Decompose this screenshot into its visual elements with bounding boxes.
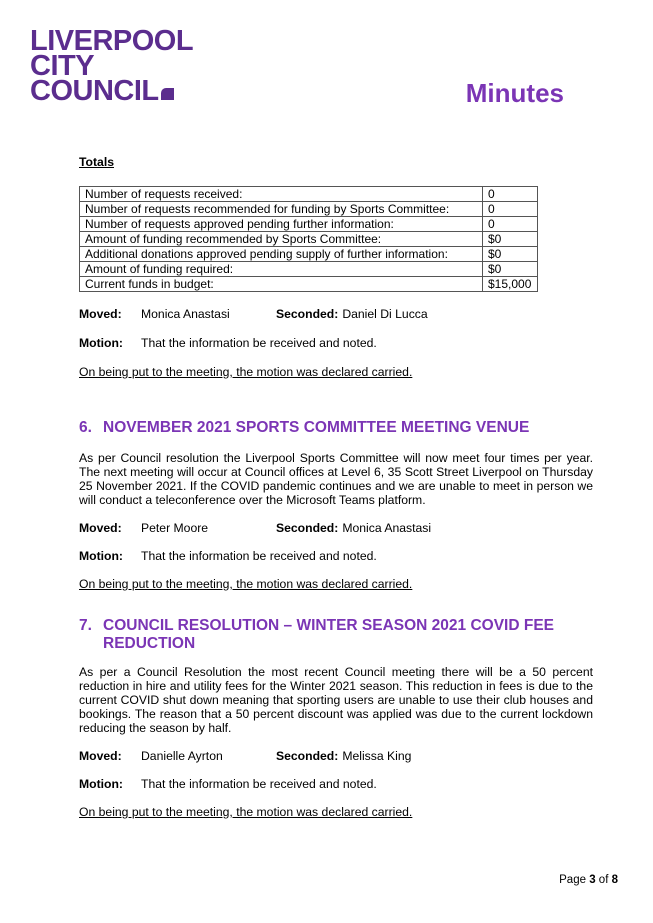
totals-heading: Totals bbox=[79, 155, 114, 169]
section-7-body: As per a Council Resolution the most recent Council meeting there will be a 50 percent reduction in hire and utility fees for the Winter 2021 season. This reduction in fees is due to the current COVID shut down meaning that sporting users are unable to use their club houses and bookings. The reason that a 50 percent discount was applied was due to the current lockdown reducing the season by half. bbox=[79, 665, 593, 735]
totals-label-cell: Current funds in budget: bbox=[80, 277, 483, 292]
logo-line-2: CITY bbox=[30, 50, 95, 82]
totals-label-cell: Additional donations approved pending supply of further information: bbox=[80, 247, 483, 262]
totals-value-cell: $0 bbox=[483, 262, 538, 277]
mover-name: Monica Anastasi bbox=[141, 307, 230, 321]
seconder-name: Daniel Di Lucca bbox=[342, 307, 428, 321]
moved-row: Moved: Peter Moore Seconded: Monica Anastasi bbox=[79, 521, 432, 535]
logo-block-icon bbox=[161, 88, 174, 100]
motion-text: That the information be received and noted. bbox=[141, 336, 377, 350]
totals-label-cell: Number of requests recommended for funding by Sports Committee: bbox=[80, 202, 483, 217]
motion-row: Motion: That the information be received and noted. bbox=[79, 549, 377, 563]
totals-label-cell: Number of requests approved pending further information: bbox=[80, 217, 483, 232]
totals-value-cell: 0 bbox=[483, 217, 538, 232]
totals-label-cell: Amount of funding required: bbox=[80, 262, 483, 277]
motion-text: That the information be received and noted. bbox=[141, 777, 377, 791]
table-row bbox=[80, 247, 538, 262]
motion-row: Motion: That the information be received and noted. bbox=[79, 777, 377, 791]
table-row bbox=[80, 232, 538, 247]
seconder-name: Monica Anastasi bbox=[342, 521, 432, 535]
motion-row: Motion: That the information be received and noted. bbox=[79, 336, 377, 350]
mover-name: Danielle Ayrton bbox=[141, 749, 223, 763]
page-title: Minutes bbox=[465, 78, 564, 108]
motion-result: On being put to the meeting, the motion was declared carried. bbox=[79, 365, 413, 379]
moved-row: Moved: Danielle Ayrton Seconded: Melissa King bbox=[79, 749, 412, 763]
section-7-heading: 7. COUNCIL RESOLUTION – WINTER SEASON 2021 COVID FEE REDUCTION bbox=[79, 617, 555, 652]
totals-label-cell: Amount of funding recommended by Sports Committee: bbox=[80, 232, 483, 247]
liverpool-city-council-logo bbox=[30, 25, 194, 107]
mover-name: Peter Moore bbox=[141, 521, 209, 535]
motion-result: On being put to the meeting, the motion was declared carried. bbox=[79, 577, 413, 591]
motion-text: That the information be received and noted. bbox=[141, 549, 377, 563]
totals-value-cell: 0 bbox=[483, 187, 538, 202]
section-6-heading: 6. NOVEMBER 2021 SPORTS COMMITTEE MEETING VENUE bbox=[79, 419, 530, 436]
totals-label-cell: Number of requests received: bbox=[80, 187, 483, 202]
table-row bbox=[80, 187, 538, 202]
motion-result: On being put to the meeting, the motion was declared carried. bbox=[79, 805, 413, 819]
table-row bbox=[80, 202, 538, 217]
totals-value-cell: $15,000 bbox=[483, 277, 538, 292]
logo-line-3: COUNCIL bbox=[30, 79, 193, 104]
logo-line-1: LIVERPOOL bbox=[30, 25, 194, 57]
seconder-name: Melissa King bbox=[342, 749, 412, 763]
totals-value-cell: $0 bbox=[483, 247, 538, 262]
table-row bbox=[80, 217, 538, 232]
section-6-body: As per Council resolution the Liverpool Sports Committee will now meet four times per year. The next meeting will occur at Council offices at Level 6, 35 Scott Street Liverpool on Thursday 25 November 2021. If the COVID pandemic continues and we are unable to meet in person we will conduct a teleconference over the Microsoft Teams platform. bbox=[79, 451, 593, 507]
page-number: Page 3 of 8 bbox=[559, 874, 618, 886]
totals-value-cell: $0 bbox=[483, 232, 538, 247]
totals-value-cell: 0 bbox=[483, 202, 538, 217]
document-body bbox=[79, 155, 593, 819]
table-row bbox=[80, 277, 538, 292]
totals-table bbox=[79, 186, 538, 292]
table-row bbox=[80, 262, 538, 277]
moved-row: Moved: Monica Anastasi Seconded: Daniel Di Lucca bbox=[79, 307, 428, 321]
